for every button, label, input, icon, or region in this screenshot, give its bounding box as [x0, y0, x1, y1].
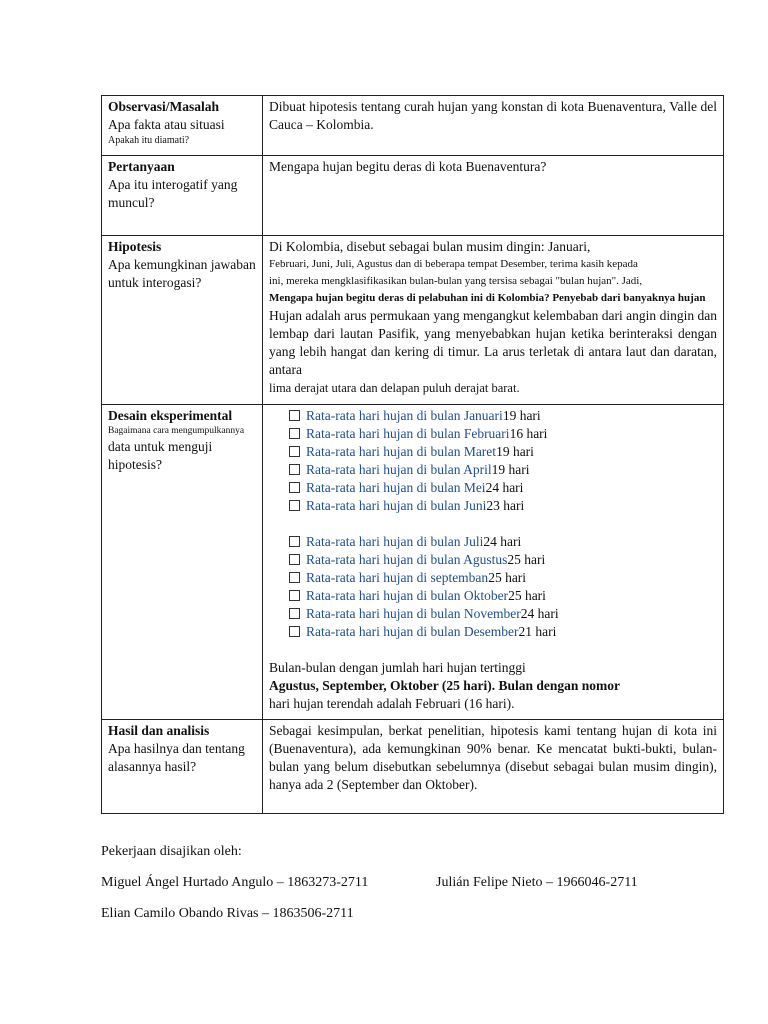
hipotesis-para-2: Hujan adalah arus permukaan yang mengangkut kelembaban dari angin dingin dan lembap dari lautan Pasifik, yang menyebabkan hujan ketika berinteraksi dengan yang lebih hangat dan kering di timur. La arus terletak di antara laut dan daratan, antara: [269, 308, 717, 377]
month-link[interactable]: Rata-rata hari hujan di bulan Februari: [306, 426, 510, 441]
content-hipotesis: [263, 236, 724, 405]
checkbox-icon: [289, 464, 300, 475]
month-link[interactable]: Rata-rata hari hujan di septemban: [306, 570, 489, 585]
month-link[interactable]: Rata-rata hari hujan di bulan November: [306, 606, 521, 621]
rain-days-value: 19 hari: [496, 444, 534, 459]
label-hasil-sub: Apa hasilnya dan tentang alasannya hasil?: [108, 741, 245, 774]
rain-days-value: 25 hari: [488, 570, 527, 585]
rain-list-item: [289, 605, 717, 623]
month-link[interactable]: Rata-rata hari hujan di bulan Januari: [306, 408, 503, 423]
rain-days-value: 16 hari: [509, 426, 548, 441]
rain-list-item: [289, 533, 717, 551]
month-link[interactable]: Rata-rata hari hujan di bulan Agustus: [306, 552, 508, 567]
author-1: Miguel Ángel Hurtado Angulo – 1863273-2711: [101, 875, 369, 890]
content-observasi: [263, 96, 724, 156]
rain-days-value: 21 hari: [518, 624, 557, 639]
month-link[interactable]: Rata-rata hari hujan di bulan Juni: [306, 498, 487, 513]
rain-days-value: 19 hari: [502, 408, 541, 423]
row-hipotesis: [102, 236, 724, 405]
label-observasi-title: Observasi/Masalah: [108, 99, 220, 114]
summary-line-1: Bulan-bulan dengan jumlah hari hujan tertinggi: [269, 660, 526, 675]
month-link[interactable]: Rata-rata hari hujan di bulan Juli: [306, 534, 484, 549]
row-pertanyaan: [102, 156, 724, 236]
checkbox-icon: [289, 446, 300, 457]
rain-list-item: [289, 551, 717, 569]
rain-list-item: [289, 497, 717, 515]
row-desain: [102, 405, 724, 720]
hipotesis-para-2-last: lima derajat utara dan delapan puluh derajat barat.: [269, 381, 520, 395]
summary-line-2: Agustus, September, Oktober (25 hari). Bulan dengan nomor: [269, 678, 621, 693]
rain-days-value: 19 hari: [491, 462, 530, 477]
presented-by-label: Pekerjaan disajikan oleh:: [101, 844, 242, 859]
checkbox-icon: [289, 536, 300, 547]
checkbox-icon: [289, 428, 300, 439]
month-link[interactable]: Rata-rata hari hujan di bulan Mei: [306, 480, 486, 495]
checkbox-icon: [289, 410, 300, 421]
footer-row-2: [101, 873, 721, 904]
summary-line-3: hari hujan terendah adalah Februari (16 hari).: [269, 696, 515, 711]
hipotesis-line-2: Februari, Juni, Juli, Agustus dan di beberapa tempat Desember, terima kasih kepada: [269, 258, 638, 270]
label-desain-sub: data untuk menguji hipotesis?: [108, 439, 213, 472]
rain-list-item: [289, 479, 717, 497]
label-pertanyaan-sub: Apa itu interogatif yang muncul?: [108, 177, 238, 210]
observasi-text: Dibuat hipotesis tentang curah hujan yang konstan di kota Buenaventura, Valle del Cauca – Kolombia.: [269, 99, 717, 132]
author-3: Elian Camilo Obando Rivas – 1863506-2711: [101, 906, 354, 921]
rain-list-first-half: [269, 407, 717, 515]
label-hipotesis-title: Hipotesis: [108, 239, 162, 254]
footer-row-3: [101, 904, 721, 935]
rain-days-value: 24 hari: [520, 606, 559, 621]
label-observasi: [102, 96, 263, 156]
label-hasil-title: Hasil dan analisis: [108, 723, 210, 738]
rain-list-item: [289, 425, 717, 443]
month-link[interactable]: Rata-rata hari hujan di bulan Desember: [306, 624, 519, 639]
list-spacer: [269, 641, 717, 659]
rain-list-item: [289, 569, 717, 587]
rain-days-value: 23 hari: [486, 498, 525, 513]
checkbox-icon: [289, 626, 300, 637]
author-2: Julián Felipe Nieto – 1966046-2711: [436, 875, 638, 890]
label-pertanyaan: [102, 156, 263, 236]
label-desain-title: Desain eksperimental: [108, 408, 233, 423]
rain-list-item: [289, 407, 717, 425]
checkbox-icon: [289, 590, 300, 601]
footer-authors: [101, 842, 721, 935]
hasil-text: Sebagai kesimpulan, berkat penelitian, hipotesis kami tentang hujan di kota ini (Buenaventura), ada kemungkinan 90% benar. Ke mencatat bukti-bukti, bulan-bulan yang belum disebutkan sebelumnya (disebut sebagai bulan musim dingin), hanya ada 2 (September dan Oktober).: [269, 723, 717, 792]
content-hasil: [263, 720, 724, 814]
label-desain: [102, 405, 263, 720]
hipotesis-line-1: Di Kolombia, disebut sebagai bulan musim dingin: Januari,: [269, 239, 591, 254]
label-desain-note: Bagaimana cara mengumpulkannya: [108, 426, 245, 436]
month-link[interactable]: Rata-rata hari hujan di bulan April: [306, 462, 492, 477]
rain-days-value: 25 hari: [507, 552, 546, 567]
label-observasi-note: Apakah itu diamati?: [108, 135, 190, 146]
rain-list-item: [289, 587, 717, 605]
list-spacer: [269, 515, 717, 533]
month-link[interactable]: Rata-rata hari hujan di bulan Oktober: [306, 588, 509, 603]
rain-list-item: [289, 461, 717, 479]
hipotesis-line-4: Mengapa hujan begitu deras di pelabuhan ini di Kolombia? Penyebab dari banyaknya hujan: [269, 292, 706, 304]
label-pertanyaan-title: Pertanyaan: [108, 159, 175, 174]
checkbox-icon: [289, 608, 300, 619]
label-hasil: [102, 720, 263, 814]
checkbox-icon: [289, 554, 300, 565]
rain-days-value: 24 hari: [485, 480, 524, 495]
row-observasi: [102, 96, 724, 156]
rain-days-value: 25 hari: [508, 588, 546, 603]
footer-row-1: [101, 842, 721, 873]
checkbox-icon: [289, 500, 300, 511]
rain-list-item: [289, 443, 717, 461]
label-observasi-sub: Apa fakta atau situasi: [108, 117, 225, 132]
checkbox-icon: [289, 572, 300, 583]
scientific-method-table: [101, 95, 724, 814]
pertanyaan-text: Mengapa hujan begitu deras di kota Buenaventura?: [269, 159, 547, 174]
month-link[interactable]: Rata-rata hari hujan di bulan Maret: [306, 444, 497, 459]
row-hasil: [102, 720, 724, 814]
rain-list-item: [289, 623, 717, 641]
label-hipotesis: [102, 236, 263, 405]
label-hipotesis-sub: Apa kemungkinan jawaban untuk interogasi?: [108, 257, 256, 290]
content-desain: [263, 405, 724, 720]
hipotesis-line-3: ini, mereka mengklasifikasikan bulan-bulan yang tersisa sebagai "bulan hujan". Jadi,: [269, 275, 643, 287]
checkbox-icon: [289, 482, 300, 493]
rain-list-second-half: [269, 533, 717, 641]
content-pertanyaan: [263, 156, 724, 236]
rain-days-value: 24 hari: [483, 534, 522, 549]
